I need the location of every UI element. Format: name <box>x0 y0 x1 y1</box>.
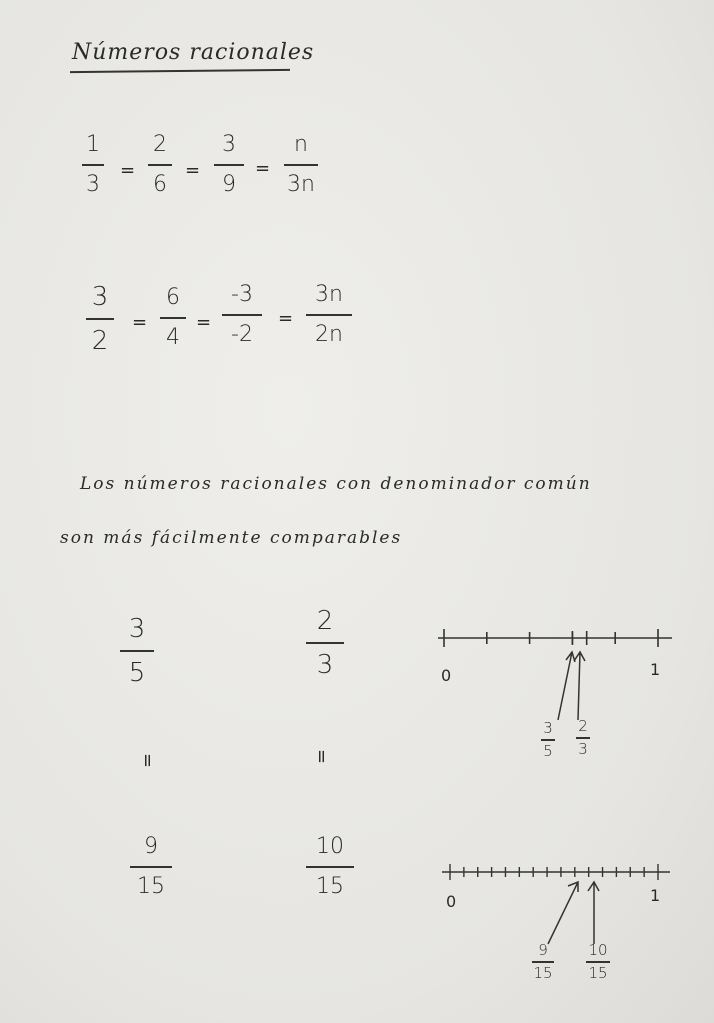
denominator: 15 <box>588 963 608 982</box>
fraction-bar <box>586 961 610 963</box>
eq2-fraction-1 <box>86 282 114 356</box>
numerator: 10 <box>588 941 608 959</box>
numerator: n <box>294 132 308 157</box>
vertical-equals-sign: = <box>311 748 333 765</box>
numerator: 9 <box>144 834 158 859</box>
page-title: Números racionales <box>72 40 315 65</box>
eq1-fraction-2 <box>148 132 172 198</box>
denominator: 15 <box>533 963 553 982</box>
arrow-10-15 <box>588 882 599 944</box>
denominator: -2 <box>231 322 253 347</box>
numerator: 2 <box>153 132 167 157</box>
fraction-bar <box>214 164 244 166</box>
equals-sign: = <box>255 158 271 179</box>
number-line-2-end: 1 <box>650 886 661 905</box>
fraction-bar <box>284 164 318 166</box>
fraction-bar <box>532 961 554 963</box>
number-line-1-label-2-3 <box>576 718 590 758</box>
numerator: 6 <box>166 285 180 310</box>
equals-sign: = <box>132 312 148 333</box>
fraction-bar <box>306 642 344 644</box>
number-line-1-arrows <box>540 644 610 724</box>
eq1-fraction-1 <box>82 132 104 198</box>
fraction-bar <box>576 737 590 739</box>
number-line-1-start: 0 <box>441 666 452 685</box>
compare-fraction-2-3 <box>306 606 344 680</box>
fraction-bar <box>541 739 555 741</box>
fraction-bar <box>148 164 172 166</box>
numerator: 10 <box>316 834 344 859</box>
denominator: 4 <box>166 325 180 350</box>
equals-sign: = <box>120 160 136 181</box>
number-line-1-label-3-5 <box>541 720 555 760</box>
fraction-bar <box>120 650 154 652</box>
arrow-2-3 <box>574 652 585 720</box>
denominator: 2n <box>315 322 343 347</box>
denominator: 3 <box>578 739 588 758</box>
denominator: 3 <box>316 650 334 680</box>
numerator: 3 <box>128 614 146 644</box>
fraction-bar <box>86 318 114 320</box>
equals-sign: = <box>196 312 212 333</box>
denominator: 15 <box>137 874 165 899</box>
numerator: 2 <box>316 606 334 636</box>
compare-fraction-10-15 <box>306 834 354 900</box>
fraction-bar <box>160 317 186 319</box>
numerator: -3 <box>231 282 253 307</box>
fraction-bar <box>222 314 262 316</box>
arrow-3-5 <box>558 652 575 720</box>
number-line-2-start: 0 <box>446 892 457 911</box>
compare-fraction-3-5 <box>120 614 154 688</box>
sentence-line-1: Los números racionales con denominador común <box>80 474 592 494</box>
fraction-bar <box>130 866 172 868</box>
numerator: 1 <box>86 132 100 157</box>
numerator: 3 <box>222 132 236 157</box>
number-line-2-arrows <box>536 876 616 948</box>
fraction-bar <box>82 164 104 166</box>
denominator: 5 <box>128 658 146 688</box>
arrow-9-15 <box>548 882 578 944</box>
denominator: 9 <box>222 172 236 197</box>
sentence-line-2: son más fácilmente comparables <box>60 528 403 548</box>
equals-sign: = <box>278 308 294 329</box>
denominator: 5 <box>543 741 553 760</box>
numerator: 3 <box>543 719 553 737</box>
denominator: 3 <box>86 172 100 197</box>
vertical-equals-sign: = <box>137 752 159 769</box>
eq2-fraction-4 <box>306 282 352 348</box>
denominator: 2 <box>91 326 109 356</box>
number-line-2-label-9-15 <box>532 942 554 982</box>
number-line-2-label-10-15 <box>586 942 610 982</box>
numerator: 3n <box>315 282 343 307</box>
numerator: 9 <box>538 941 548 959</box>
eq2-fraction-2 <box>160 285 186 351</box>
denominator: 6 <box>153 172 167 197</box>
numerator: 3 <box>91 282 109 312</box>
eq2-fraction-3 <box>222 282 262 348</box>
eq1-fraction-4 <box>284 132 318 198</box>
title-underline <box>70 69 290 73</box>
eq1-fraction-3 <box>214 132 244 198</box>
compare-fraction-9-15 <box>130 834 172 900</box>
fraction-bar <box>306 866 354 868</box>
denominator: 15 <box>316 874 344 899</box>
numerator: 2 <box>578 717 588 735</box>
fraction-bar <box>306 314 352 316</box>
denominator: 3n <box>287 172 315 197</box>
equals-sign: = <box>185 160 201 181</box>
number-line-1-end: 1 <box>650 660 661 679</box>
